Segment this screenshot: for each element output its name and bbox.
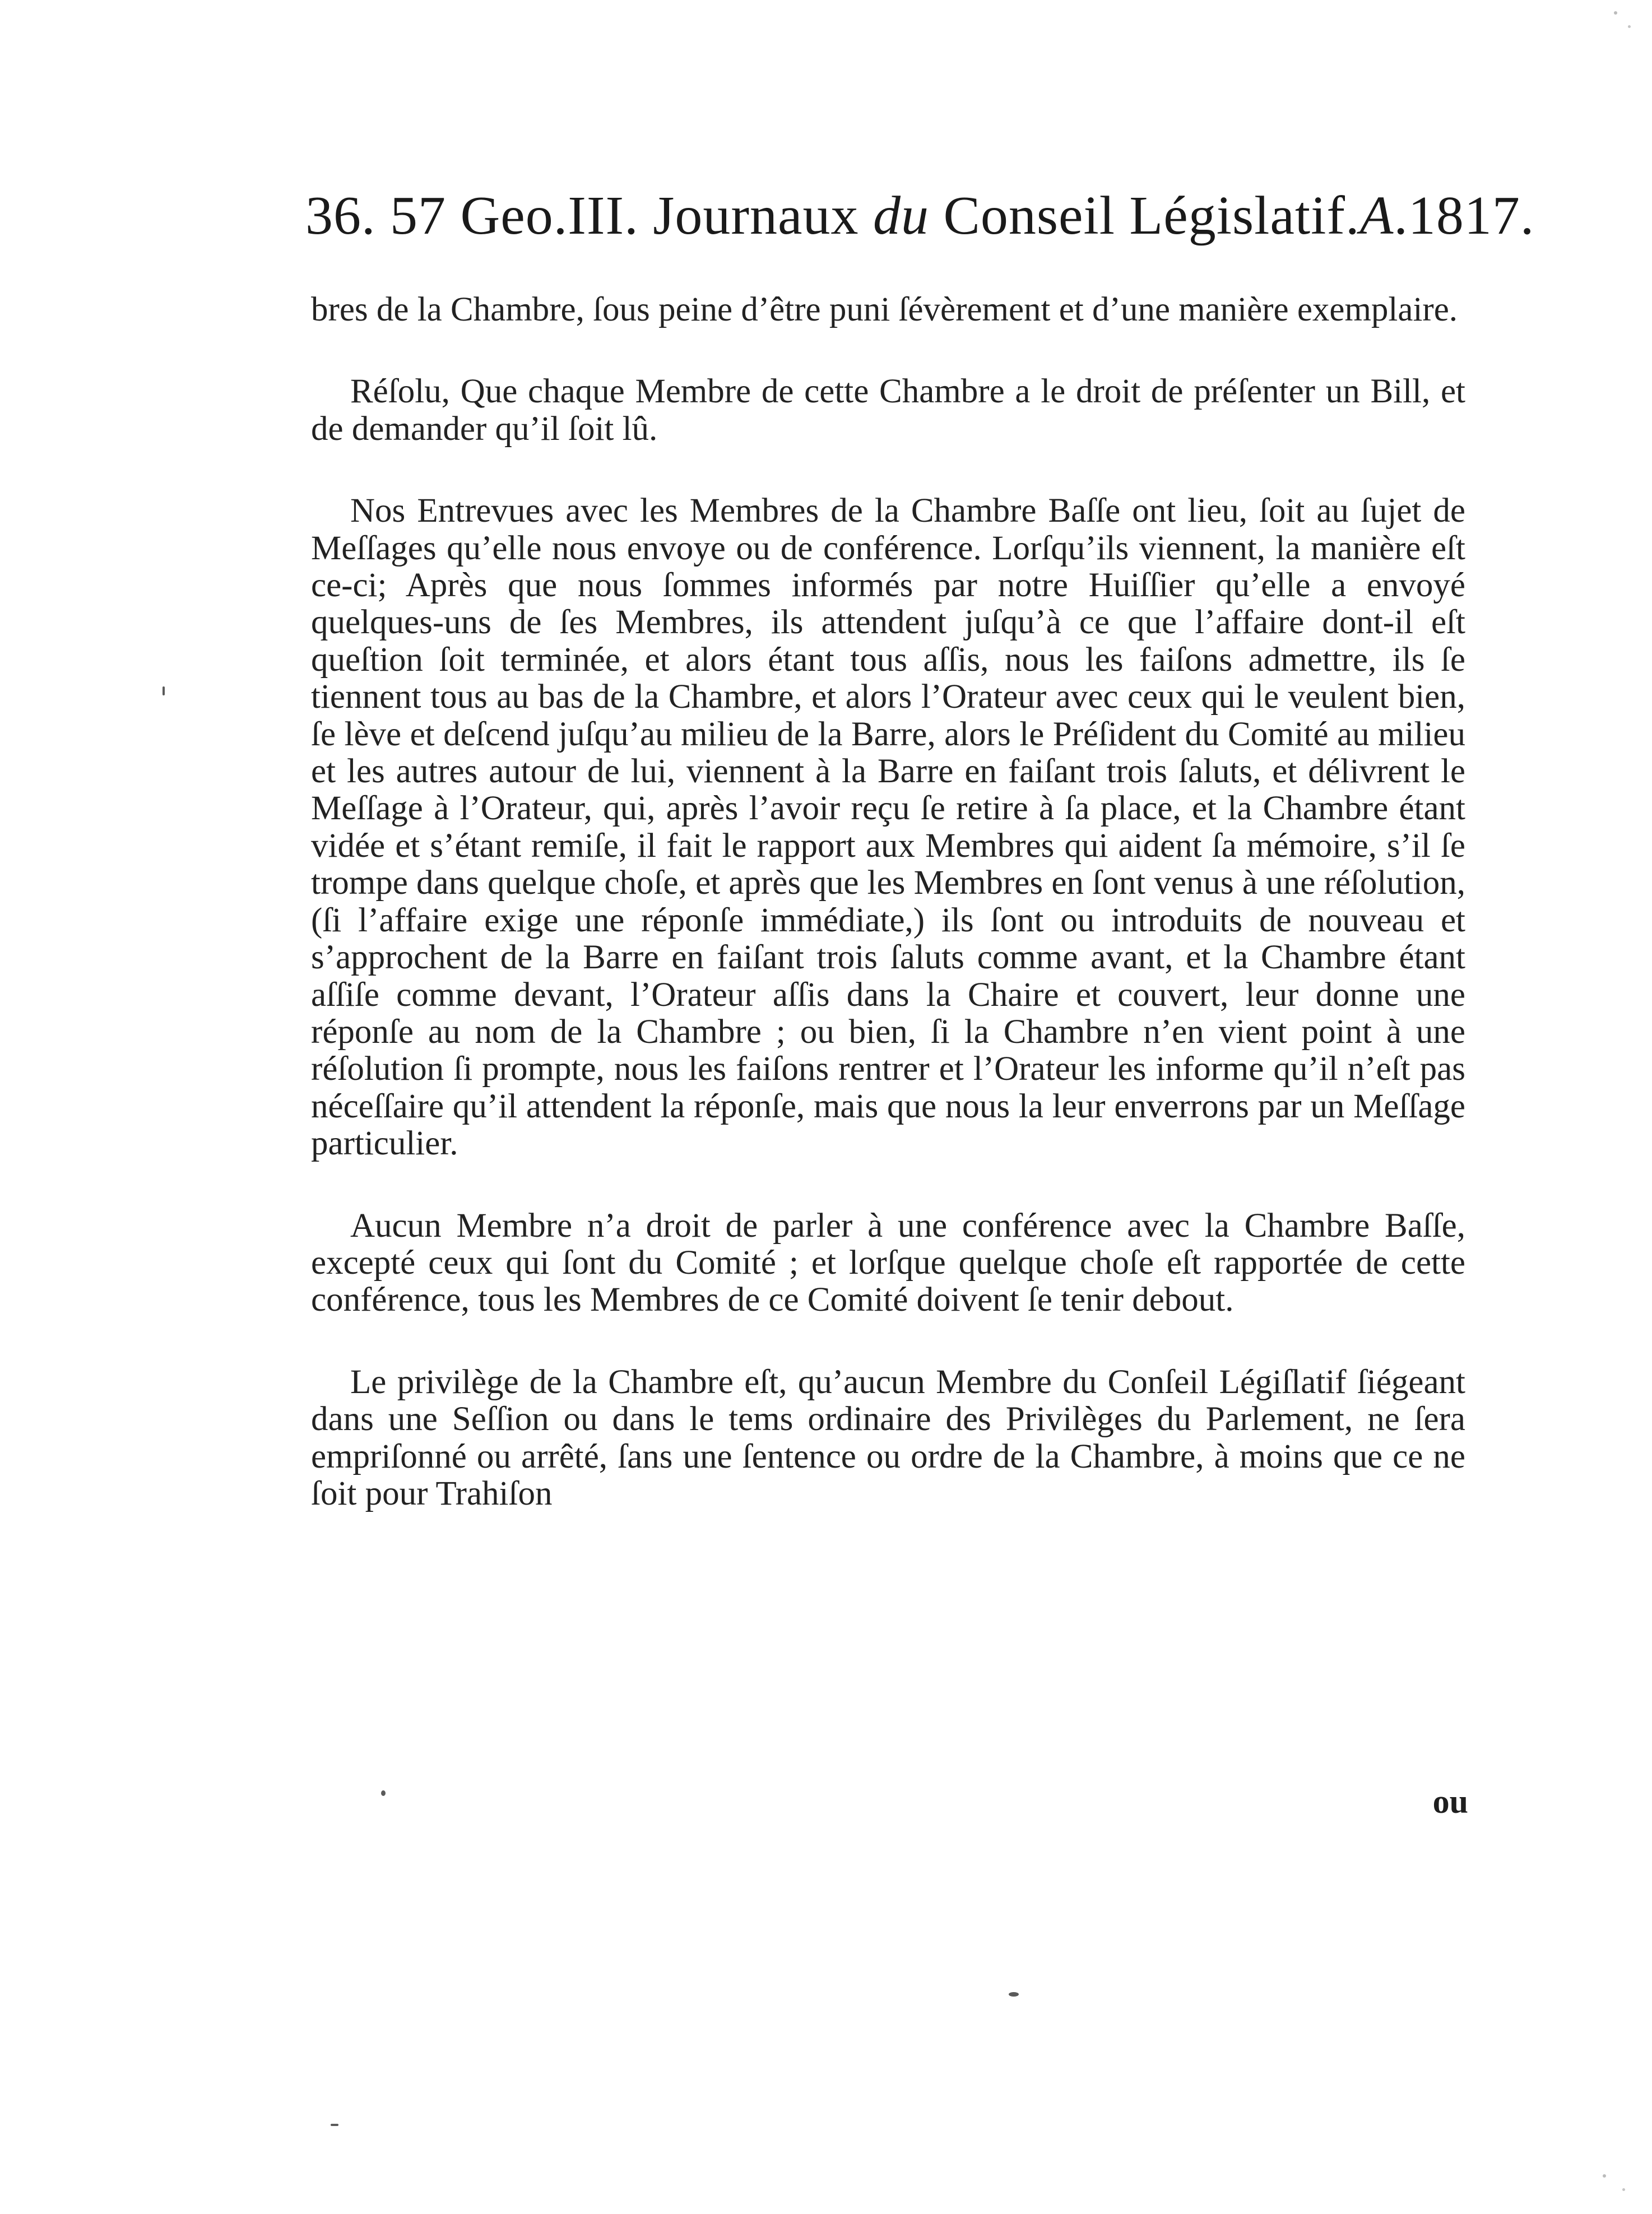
scan-speck — [1622, 2188, 1625, 2191]
header-year: .1817. — [1394, 185, 1535, 246]
paragraph-continuation: bres de la Chambre, ſous peine d’être puni ſévèrement et d’une manière exemplaire. — [311, 291, 1458, 328]
running-header — [305, 182, 1535, 249]
paragraph-interviews: Nos Entrevues avec les Membres de la Chambre Baſſe ont lieu, ſoit au ſujet de Meſſages qu’elle nous envoye ou de conférence. Lorſqu’ils viennent, la manière eſt ce-ci; Après que nous ſommes informés par notre Huiſſier qu’elle a envoyé quelques-uns de ſes Membres, ils attendent juſqu’à ce que l’affaire dont-il eſt queſtion ſoit terminée, et alors étant tous aſſis, nous les faiſons admettre, ils ſe tiennent tous au bas de la Chambre, et alors l’Orateur avec ceux qui le veulent bien, ſe lève et deſcend juſqu’au milieu de la Barre, alors le Préſident du Comité au milieu et les autres autour de lui, viennent à la Barre en faiſant trois ſaluts, et délivrent le Meſſage à l’Orateur, qui, après l’avoir reçu ſe retire à ſa place, et la Chambre étant vidée et s’étant remiſe, il fait le rapport aux Membres qui aident ſa mémoire, s’il ſe trompe dans quelque choſe, et après que les Membres en ſont venus à une réſolution, (ſi l’affaire exige une réponſe immédiate,) ils ſont ou introduits de nouveau et s’approchent de la Barre en faiſant trois ſaluts comme avant, et la Chambre étant aſſiſe comme devant, l’Orateur aſſis dans la Chaire et couvert, leur donne une réponſe au nom de la Chambre ; ou bien, ſi la Chambre n’en vient point à une réſolution ſi prompte, nous les faiſons rentrer et l’Orateur les informe qu’il n’eſt pas néceſſaire qu’il attendent la réponſe, mais que nous la leur enverrons par un Meſſage particulier. — [311, 492, 1465, 1163]
scan-speck — [163, 686, 165, 695]
scan-speck — [381, 1790, 386, 1796]
paragraph-resolution: Réſolu, Que chaque Membre de cette Chambre a le droit de préſenter un Bill, et de demander qu’il ſoit lû. — [311, 373, 1465, 448]
regnal-year: 57 Geo.III. — [390, 185, 639, 246]
scan-speck — [1009, 1992, 1019, 1997]
council-name: Conseil Législatif. — [943, 185, 1360, 246]
journal-title: Journaux — [653, 185, 859, 246]
catchword: ou — [1432, 1783, 1468, 1820]
anno-prefix: A — [1359, 185, 1394, 246]
header-connector: du — [873, 185, 929, 246]
scan-speck — [1628, 25, 1631, 28]
body-text — [311, 291, 1465, 1557]
paragraph-conference: Aucun Membre n’a droit de parler à une conférence avec la Chambre Baſſe, excepté ceux qui ſont du Comité ; et lorſque quelque choſe eſt rapportée de cette conférence, tous les Membres de ce Comité doivent ſe tenir debout. — [311, 1206, 1465, 1319]
scan-speck — [1614, 11, 1617, 15]
scan-speck — [1603, 2174, 1606, 2178]
paragraph-privilege: Le privilège de la Chambre eſt, qu’aucun Membre du Conſeil Légiſlatif ſiégeant dans une Seſſion ou dans le tems ordinaire des Privilèges du Parlement, ne ſera empriſonné ou arrêté, ſans une ſentence ou ordre de la Chambre, à moins que ce ne ſoit pour Trahiſon — [311, 1363, 1465, 1512]
page-number: 36. — [305, 185, 376, 246]
scan-speck — [331, 2124, 338, 2126]
